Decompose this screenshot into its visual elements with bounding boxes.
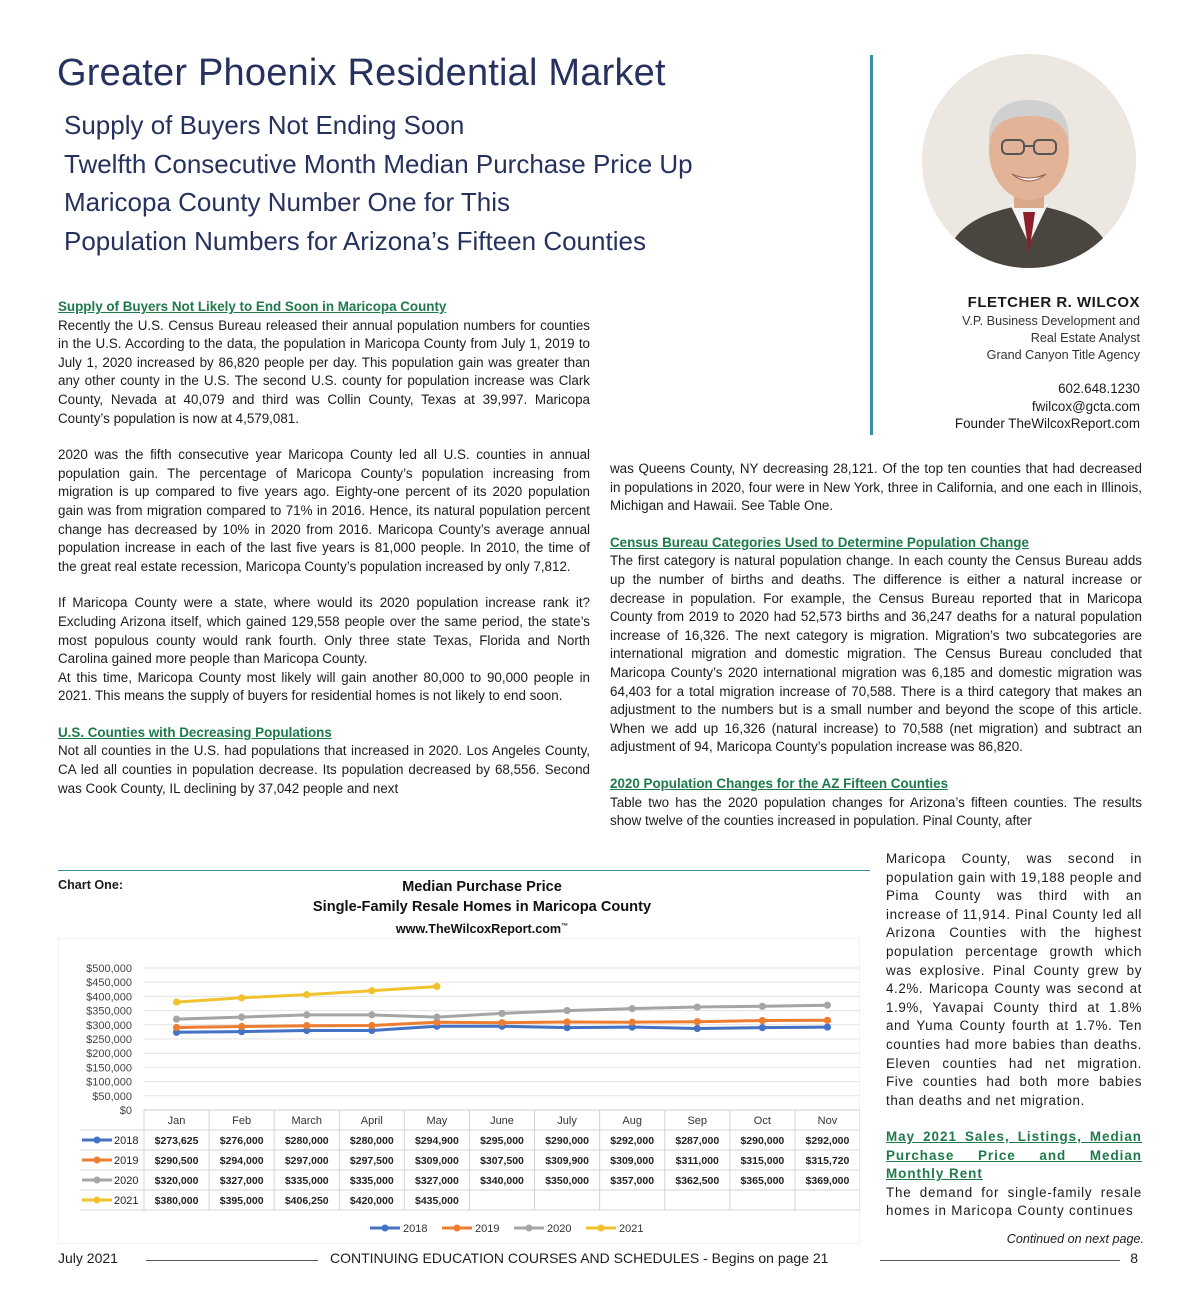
table-value-cell: $290,000 (740, 1135, 785, 1147)
chart-subtitle: Single-Family Resale Homes in Maricopa County (312, 898, 652, 915)
y-tick-label: $150,000 (86, 1062, 132, 1075)
chart-source: www.TheWilcoxReport.com (395, 922, 562, 937)
author-block (880, 294, 1140, 433)
footer-center-text: CONTINUING EDUCATION COURSES AND SCHEDULES - Begins on page 21 (330, 1250, 829, 1266)
paragraph: The first category is natural population change. In each county the Census Bureau adds up the number of births and deaths. The difference is either a natural increase or decrease in population. For example, the Census Bureau reported that in Maricopa County from 2019 to 2020 had 52,573 births and 36,247 deaths for a natural population increase of 16,326. The next category is migration. Migration’s two subcategories are international migration and domestic migration. The Census Bureau concluded that Maricopa County’s 2020 international migration was 6,185 and domestic migration was 64,403 for a total migration increase of 70,588. There is a third category that makes an adjustment to the numbers but is a small number and beyond the scope of this article. When we add up 16,326 (natural increase) to 70,588 (net migration) and subtract an adjustment of 94, Maricopa County’s population increase was 86,820. (610, 553, 1142, 755)
author-title-line-3: Grand Canyon Title Agency (986, 348, 1140, 362)
table-value-cell: $307,500 (480, 1155, 524, 1167)
table-value-cell: $290,000 (545, 1135, 589, 1147)
table-value-cell: $287,000 (675, 1135, 720, 1147)
paragraph: 2020 was the fifth consecutive year Maricopa County led all U.S. counties in annual population gain. The percentage of Maricopa County’s population increasing from migration is up compared to five years ago. Eighty-one percent of its 2020 population gain was from migration compared to 71% in 2016. Hence, its natural population percent change has decreased by 10% in 2020 from 2016. Maricopa County’s average annual population increase in each of the last five years is 81,000 people. In 2010, the time of the great real estate recession, Maricopa County’s population increased by only 7,812. (58, 447, 590, 574)
chart-label: Chart One: (58, 878, 124, 892)
author-title-line-1: V.P. Business Development and (962, 314, 1140, 328)
y-tick-label: $100,000 (86, 1076, 132, 1089)
section-heading-decreasing: U.S. Counties with Decreasing Populations (58, 724, 332, 740)
data-point (433, 983, 440, 990)
table-value-cell: $309,000 (415, 1155, 459, 1167)
data-point (498, 1019, 505, 1026)
author-title-line-2: Real Estate Analyst (1030, 331, 1140, 345)
page-title: Greater Phoenix Residential Market (57, 52, 666, 94)
table-value-cell: $350,000 (545, 1175, 589, 1187)
section-heading-census: Census Bureau Categories Used to Determine Population Change (610, 534, 1029, 550)
data-point (694, 1025, 701, 1032)
x-tick-label: Aug (622, 1115, 642, 1127)
data-point (629, 1005, 636, 1012)
section-heading-may-sales: May 2021 Sales, Listings, Median Purchase Price and Median Monthly Rent (886, 1129, 1142, 1182)
legend-marker (526, 1225, 533, 1232)
x-tick-label: Feb (232, 1115, 252, 1127)
data-point (694, 1003, 701, 1010)
legend-entry: 2019 (475, 1223, 500, 1235)
data-point (498, 1010, 505, 1017)
y-tick-label: $200,000 (86, 1048, 132, 1061)
paragraph: Not all counties in the U.S. had populations that increased in 2020. Los Angeles County, CA led all counties in population decrease. Its population decreased by 68,556. Second was Cook County, IL declining by 37,042 people and next (58, 743, 590, 796)
data-point (303, 1011, 310, 1018)
table-value-cell: $315,720 (805, 1155, 850, 1167)
y-tick-label: $450,000 (86, 977, 132, 990)
trademark-symbol: ™ (561, 923, 569, 930)
table-value-cell: $340,000 (480, 1175, 524, 1187)
continued-note: Continued on next page. (1006, 1232, 1144, 1246)
table-value-cell: $406,250 (284, 1195, 329, 1207)
table-value-cell: $280,000 (349, 1135, 394, 1147)
table-value-cell: $320,000 (154, 1175, 199, 1187)
x-tick-label: Sep (687, 1115, 708, 1127)
paragraph: At this time, Maricopa County most likely will gain another 80,000 to 90,000 people in 2021. This means the supply of buyers for residential homes is not likely to end soon. (58, 669, 590, 704)
table-series-name: 2019 (114, 1155, 139, 1167)
table-series-name: 2020 (114, 1175, 139, 1187)
table-value-cell: $292,000 (805, 1135, 850, 1147)
x-tick-label: Nov (817, 1115, 838, 1127)
table-series-name: 2021 (114, 1195, 139, 1207)
data-point (759, 1003, 766, 1010)
x-tick-label: July (557, 1115, 577, 1127)
footer-date: July 2021 (58, 1250, 118, 1266)
x-tick-label: Oct (753, 1115, 771, 1127)
y-tick-label: $300,000 (86, 1019, 132, 1032)
data-point (368, 987, 375, 994)
data-point (629, 1019, 636, 1026)
article-column-right (610, 460, 1142, 849)
table-value-cell: $380,000 (154, 1195, 199, 1207)
legend-entry: 2020 (547, 1223, 572, 1235)
table-value-cell: $294,900 (415, 1135, 459, 1147)
author-phone: 602.648.1230 (1058, 381, 1140, 396)
data-point (563, 1018, 570, 1025)
y-tick-label: $350,000 (86, 1005, 132, 1018)
table-value-cell: $365,000 (740, 1175, 785, 1187)
data-point (759, 1024, 766, 1031)
table-value-cell: $315,000 (740, 1155, 785, 1167)
data-point (694, 1018, 701, 1025)
table-value-cell: $290,500 (154, 1155, 199, 1167)
data-point (368, 1022, 375, 1029)
vertical-divider (870, 55, 873, 435)
author-founder: Founder TheWilcoxReport.com (954, 416, 1140, 431)
author-portrait-image (922, 54, 1136, 268)
table-legend-marker (94, 1197, 101, 1204)
data-point (173, 998, 180, 1005)
paragraph: The demand for single-family resale homes in Maricopa County continues (886, 1184, 1142, 1219)
table-value-cell: $309,000 (610, 1155, 655, 1167)
table-value-cell: $297,500 (349, 1155, 394, 1167)
author-name: FLETCHER R. WILCOX (967, 294, 1140, 311)
x-tick-label: May (426, 1115, 448, 1127)
data-point (238, 1014, 245, 1021)
data-point (824, 1023, 831, 1030)
article-column-left (58, 298, 590, 816)
data-point (824, 1002, 831, 1009)
data-point (563, 1007, 570, 1014)
subhead-1: Supply of Buyers Not Ending Soon (64, 110, 465, 140)
y-tick-label: $500,000 (86, 963, 132, 975)
x-tick-label: April (360, 1115, 383, 1127)
table-value-cell: $357,000 (610, 1175, 655, 1187)
paragraph: Recently the U.S. Census Bureau released their annual population numbers for counties in the U.S. According to the data, the population in Maricopa County from July 1, 2019 to July 1, 2020 increased by 86,820 people per day. This population gain was greater than any other county in the U.S. The second U.S. county for population increase was Clark County, Nevada at 40,079 and third was Collin County, Texas at 39,997. Maricopa County’s population is now at 4,579,081. (58, 317, 590, 426)
table-value-cell: $292,000 (610, 1135, 655, 1147)
data-point (759, 1017, 766, 1024)
table-value-cell: $327,000 (219, 1175, 264, 1187)
data-point (303, 1022, 310, 1029)
table-value-cell: $295,000 (480, 1135, 524, 1147)
chart-title-block (282, 878, 682, 940)
section-heading-az-counties: 2020 Population Changes for the AZ Fifteen Counties (610, 775, 949, 791)
table-value-cell: $327,000 (415, 1175, 459, 1187)
table-series-name: 2018 (114, 1135, 139, 1147)
y-tick-label: $0 (119, 1105, 132, 1117)
table-value-cell: $335,000 (284, 1175, 329, 1187)
table-value-cell: $369,000 (805, 1175, 850, 1187)
table-legend-marker (94, 1137, 101, 1144)
author-photo (922, 54, 1136, 268)
data-point (173, 1024, 180, 1031)
y-tick-label: $250,000 (86, 1034, 132, 1046)
table-legend-marker (94, 1177, 101, 1184)
x-tick-label: Jan (167, 1115, 186, 1127)
paragraph: was Queens County, NY decreasing 28,121. Of the top ten counties that had decreased in populations in 2020, four were in New York, three in California, and one each in Illinois, Michigan and Hawaii. See Table One. (610, 461, 1142, 514)
data-point (433, 1014, 440, 1021)
subhead-2: Twelfth Consecutive Month Median Purchase Price Up (64, 148, 693, 179)
chart-area (58, 938, 860, 1244)
article-column-narrow (886, 850, 1142, 1128)
median-price-chart (58, 938, 860, 1244)
chart-title: Median Purchase Price (402, 879, 562, 895)
article-column-narrow-2 (886, 1128, 1142, 1239)
table-value-cell: $294,000 (219, 1155, 264, 1167)
table-value-cell: $297,000 (284, 1155, 329, 1167)
data-point (238, 1023, 245, 1030)
table-value-cell: $311,000 (675, 1155, 719, 1167)
subhead-3: Maricopa County Number One for This (64, 187, 511, 217)
data-point (238, 994, 245, 1001)
legend-marker (382, 1225, 389, 1232)
x-tick-label: June (490, 1115, 514, 1127)
data-point (303, 991, 310, 998)
table-value-cell: $362,500 (675, 1175, 720, 1187)
subhead-4: Population Numbers for Arizona’s Fifteen Counties (64, 225, 646, 256)
footer-rule-left (146, 1260, 318, 1261)
legend-entry: 2021 (619, 1223, 644, 1235)
table-value-cell: $280,000 (284, 1135, 329, 1147)
y-tick-label: $400,000 (86, 991, 132, 1004)
table-value-cell: $273,625 (154, 1135, 199, 1147)
legend-entry: 2018 (403, 1223, 428, 1235)
author-email[interactable]: fwilcox@gcta.com (1031, 398, 1140, 414)
table-value-cell: $335,000 (349, 1175, 394, 1187)
y-tick-label: $50,000 (92, 1090, 132, 1103)
chart-divider (58, 870, 870, 871)
data-point (173, 1016, 180, 1023)
table-value-cell: $276,000 (219, 1135, 264, 1147)
paragraph: If Maricopa County were a state, where would its 2020 population increase rank it? Excluding Arizona itself, which gained 129,558 people over the same period, the state’s most populous county would rank fourth. Only three state Texas, Florida and North Carolina gained more people than Maricopa County. (58, 595, 590, 667)
footer-rule-right (880, 1260, 1120, 1261)
table-value-cell: $435,000 (415, 1195, 459, 1207)
page-footer (58, 1250, 1142, 1270)
table-value-cell: $395,000 (219, 1195, 264, 1207)
x-tick-label: March (291, 1115, 323, 1127)
legend-marker (598, 1225, 605, 1232)
subheads (64, 106, 864, 260)
table-legend-marker (94, 1157, 101, 1164)
data-point (368, 1011, 375, 1018)
page-number: 8 (1130, 1250, 1138, 1266)
paragraph: Table two has the 2020 population changes for Arizona’s fifteen counties. The results show twelve of the counties increased in population. Pinal County, after (610, 794, 1142, 829)
table-value-cell: $420,000 (349, 1195, 394, 1207)
legend-marker (454, 1225, 461, 1232)
table-value-cell: $309,900 (545, 1155, 589, 1167)
data-point (824, 1017, 831, 1024)
paragraph: Maricopa County, was second in population gain with 19,188 people and Pima County was third with an increase of 11,914. Pinal County led all Arizona Counties with the highest population percentage growth which was explosive. Pinal County grew by 4.2%. Maricopa County was second at 1.9%, Yavapai County third at 1.8% and Yuma County fourth at 1.7%. Ten counties had more babies than deaths. Eleven counties had net migration. Five counties had both more babies than deaths and net migration. (886, 851, 1142, 1108)
section-heading-supply: Supply of Buyers Not Likely to End Soon in Maricopa County (58, 299, 447, 314)
